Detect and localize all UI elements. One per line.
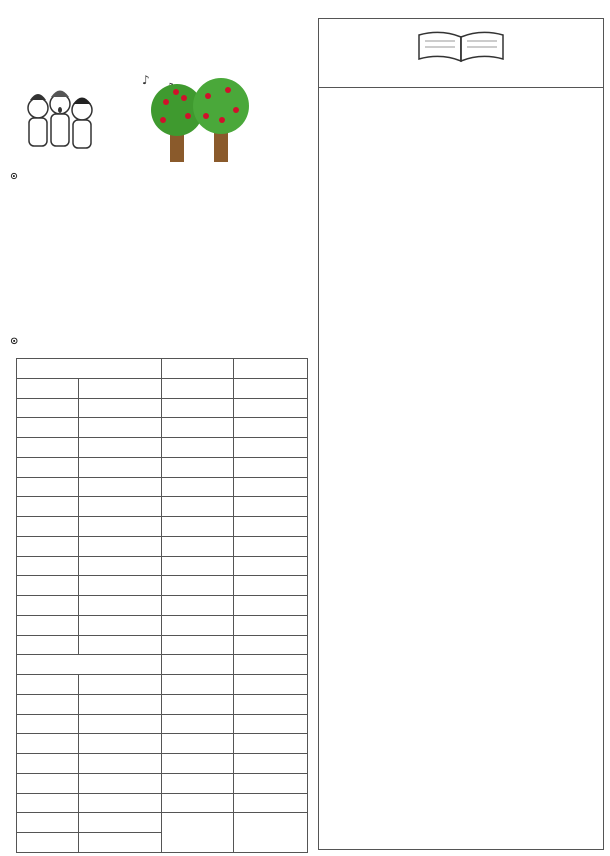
table-cell-label: [162, 655, 234, 675]
table-row: [17, 714, 308, 734]
table-cell-value: [78, 694, 162, 714]
table-cell-value: [234, 754, 308, 774]
table-cell-value: [234, 694, 308, 714]
table-cell-value: [78, 517, 162, 537]
table-row: [17, 398, 308, 418]
table-cell-value: [78, 813, 162, 833]
table-row: [17, 635, 308, 655]
table-cell-label: [162, 576, 234, 596]
table-cell-value: [234, 813, 308, 853]
table-cell-value: [234, 536, 308, 556]
singers-icon: [28, 91, 92, 149]
table-cell-label: [17, 497, 79, 517]
table-cell-label: [17, 675, 79, 695]
table-cell-label: [17, 517, 79, 537]
tree-icon: [151, 78, 249, 162]
table-cell-label: [162, 754, 234, 774]
table-cell-value: [78, 833, 162, 853]
table-cell-label: [162, 556, 234, 576]
table-cell-value: [78, 635, 162, 655]
table-cell-label: [17, 734, 79, 754]
table-cell-label: [162, 734, 234, 754]
table-row: [17, 615, 308, 635]
table-row: [17, 754, 308, 774]
table-cell-label: [162, 596, 234, 616]
table-cell-label: [17, 793, 79, 813]
table-cell-value: [234, 793, 308, 813]
table-cell-label: [17, 596, 79, 616]
table-row: [17, 793, 308, 813]
table-row: [17, 477, 308, 497]
table-cell-value: [234, 576, 308, 596]
table-cell-value: [234, 615, 308, 635]
table-cell-value: [234, 418, 308, 438]
table-row: [17, 457, 308, 477]
finance-title-row: [10, 336, 18, 347]
table-cell-value: [234, 714, 308, 734]
table-row: [17, 438, 308, 458]
table-cell-value: [234, 378, 308, 398]
table-row: [17, 576, 308, 596]
table-cell-value: [78, 378, 162, 398]
table-cell-label: [162, 773, 234, 793]
table-cell-value: [234, 635, 308, 655]
table-cell-label: [17, 477, 79, 497]
table-row: [17, 813, 308, 833]
table-cell-label: [162, 517, 234, 537]
camp-info: [10, 169, 310, 185]
table-cell-label: [17, 398, 79, 418]
table-row: [17, 418, 308, 438]
table-row: [17, 694, 308, 714]
table-row: [17, 517, 308, 537]
table-row: [17, 378, 308, 398]
table-cell-value: [234, 675, 308, 695]
table-cell-value: [78, 536, 162, 556]
table-cell-label: [162, 438, 234, 458]
table-cell-value: [78, 556, 162, 576]
table-cell-label: [17, 833, 79, 853]
table-cell-value: [78, 714, 162, 734]
table-cell-value: [78, 457, 162, 477]
table-row: [17, 675, 308, 695]
svg-text:♪: ♪: [142, 73, 150, 87]
table-cell-label: [162, 635, 234, 655]
table-row: [17, 556, 308, 576]
table-cell-value: [234, 497, 308, 517]
table-cell-value: [234, 655, 308, 675]
table-cell-label: [17, 813, 79, 833]
bullet-icon: ⊙: [10, 171, 18, 182]
table-cell-label: [162, 378, 234, 398]
table-row: [17, 655, 308, 675]
table-cell-value: [78, 754, 162, 774]
column-box: [318, 18, 604, 850]
table-cell-label: [17, 418, 79, 438]
table-cell-label: [162, 793, 234, 813]
table-cell-label: [17, 635, 79, 655]
table-row: [17, 596, 308, 616]
table-cell-label: [17, 536, 79, 556]
table-cell-label: [162, 813, 234, 853]
table-cell-value: [78, 438, 162, 458]
table-cell-value: [234, 457, 308, 477]
table-row: [17, 734, 308, 754]
table-row: [17, 536, 308, 556]
table-cell-label: [162, 714, 234, 734]
table-cell-label: [17, 556, 79, 576]
table-cell-value: [78, 734, 162, 754]
table-cell-value: [78, 596, 162, 616]
column-body: [328, 92, 596, 100]
table-cell-value: [234, 517, 308, 537]
table-cell-label: [162, 536, 234, 556]
table-cell-value: [234, 398, 308, 418]
table-row: [17, 497, 308, 517]
table-cell-label: [17, 714, 79, 734]
camp-illustration: [18, 70, 308, 166]
table-row: [17, 773, 308, 793]
table-cell-label: [162, 497, 234, 517]
table-cell-label: [17, 694, 79, 714]
table-cell-label: [162, 398, 234, 418]
table-cell-value: [234, 438, 308, 458]
table-cell-value: [78, 497, 162, 517]
table-cell-value: [234, 773, 308, 793]
table-cell-label: [17, 615, 79, 635]
table-row: [17, 359, 308, 379]
table-cell-label: [162, 457, 234, 477]
table-cell-label: [162, 694, 234, 714]
table-section-header: [17, 359, 162, 379]
table-cell-label: [162, 359, 234, 379]
table-cell-label: [17, 576, 79, 596]
table-cell-value: [78, 398, 162, 418]
bullet-icon: ⊙: [10, 336, 19, 347]
divider: [319, 87, 603, 88]
table-cell-value: [78, 615, 162, 635]
table-cell-value: [78, 477, 162, 497]
table-section-header: [17, 655, 162, 675]
table-cell-value: [78, 675, 162, 695]
table-cell-value: [234, 734, 308, 754]
table-cell-value: [78, 418, 162, 438]
finance-table: [16, 358, 308, 853]
table-cell-label: [17, 754, 79, 774]
table-cell-value: [78, 773, 162, 793]
table-cell-value: [234, 359, 308, 379]
table-cell-label: [162, 477, 234, 497]
table-cell-label: [17, 773, 79, 793]
table-cell-value: [234, 556, 308, 576]
table-cell-label: [162, 675, 234, 695]
table-cell-label: [17, 457, 79, 477]
table-cell-value: [78, 793, 162, 813]
table-cell-value: [234, 596, 308, 616]
table-cell-label: [162, 418, 234, 438]
table-cell-label: [162, 615, 234, 635]
table-cell-value: [234, 477, 308, 497]
table-cell-label: [17, 378, 79, 398]
table-cell-label: [17, 438, 79, 458]
book-icon: [411, 29, 511, 65]
left-column: [8, 6, 308, 846]
table-cell-value: [78, 576, 162, 596]
camp-title-row: [10, 169, 310, 185]
